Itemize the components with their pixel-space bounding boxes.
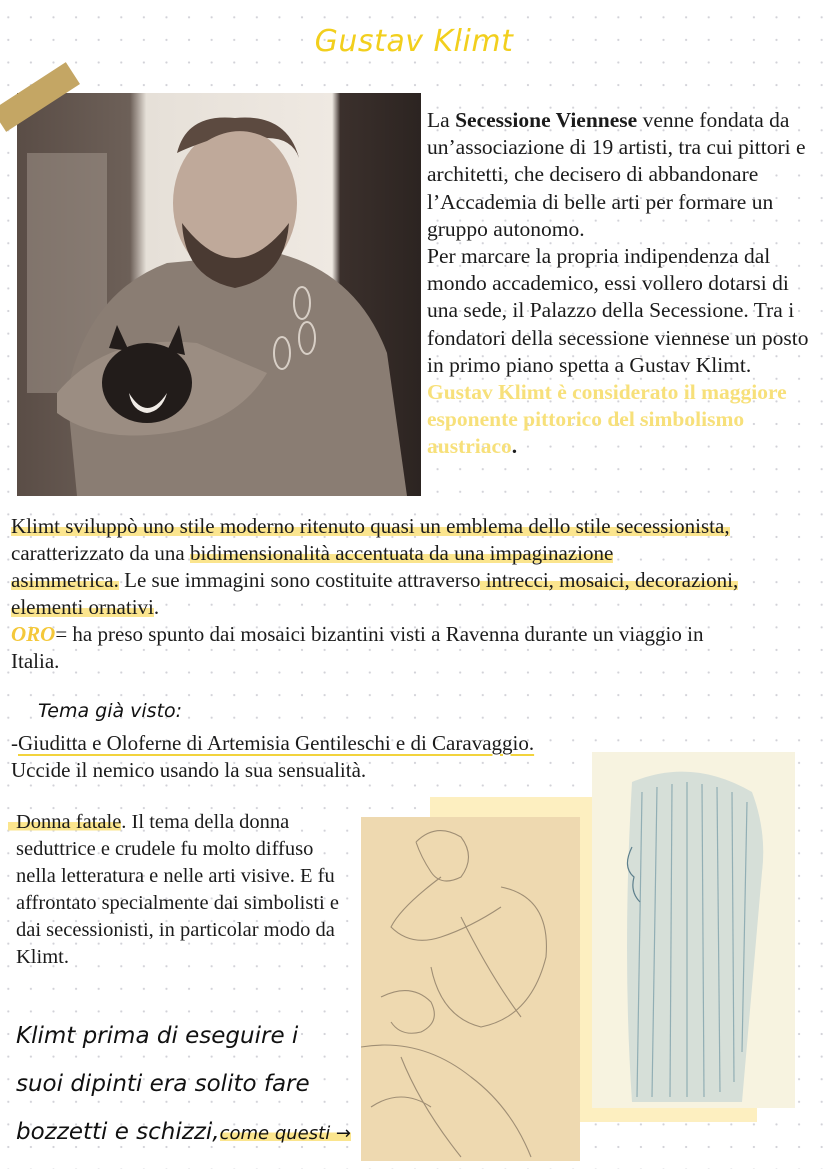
note-line-2: suoi dipinti era solito fare [16, 1071, 310, 1097]
style-text-2: caratterizzato da una [11, 541, 190, 565]
donna-text: . Il tema della donna seduttrice e crudele fu molto diffuso nella letteratura e nelle arti visive. E fu affrontato specialmente dai simbolisti e dai secessionisti, in particolar modo da Klimt. [16, 811, 339, 968]
intro-text-2: Per marcare la propria indipendenza dal mondo accademico, essi vollero dotarsi di una sede, il Palazzo della Secessione. Tra i fondatori della secessione viennese un posto in primo piano spetta a Gustav Klimt. [427, 244, 809, 377]
hair-sketch-icon [592, 752, 795, 1108]
donna-fatale-highlight: Donna fatale [8, 811, 121, 833]
secessione-term: Secessione Viennese [455, 108, 638, 132]
note-line-3: bozzetti e schizzi, [16, 1119, 220, 1145]
style-highlight-2: bidimensionalità accentuata da una impaginazione [189, 541, 614, 565]
note-line-1: Klimt prima di eseguire i [16, 1023, 299, 1049]
oro-text: = ha preso spunto dai mosaici bizantini visti a Ravenna durante un viaggio in [55, 622, 704, 646]
figure-sketch-icon [361, 817, 580, 1161]
style-highlight-3: asimmetrica. [11, 568, 119, 592]
intro-highlight: Gustav Klimt è considerato il maggiore esponente pittorico del simbolismo austriaco [427, 380, 787, 459]
intro-text-1: venne fondata da un’associazione di 19 artisti, tra cui pittori e architetti, che decisero di abbandonare l’Accademia di belle arti per formare un gruppo autonomo. [427, 108, 806, 241]
style-highlight-5: elementi ornativi [11, 595, 154, 619]
sketch-figures-drawing [361, 817, 580, 1161]
oro-text-2: Italia. [11, 649, 60, 673]
klimt-portrait-photo [17, 93, 421, 496]
note-highlight: come questi → [219, 1123, 351, 1144]
tema-heading: Tema già visto: [38, 700, 183, 722]
tema-line-2: Uccide il nemico usando la sua sensualità. [11, 758, 367, 782]
intro-end: . [511, 434, 518, 459]
intro-lead: La [427, 108, 456, 132]
giuditta-underlined: Giuditta e Oloferne di Artemisia Gentileschi e di Caravaggio. [18, 731, 535, 755]
sketch-woman-hair-drawing [592, 752, 795, 1108]
style-paragraph [11, 513, 823, 675]
portrait-photo-icon [17, 93, 421, 496]
handwritten-note [16, 1012, 361, 1158]
donna-fatale-paragraph [16, 809, 356, 971]
tema-paragraph [11, 730, 534, 784]
style-highlight-4: intrecci, mosaici, decorazioni, [480, 568, 739, 592]
style-text-3: Le sue immagini sono costituite attraverso [118, 568, 481, 592]
style-end: . [153, 595, 160, 619]
oro-label: ORO [11, 622, 56, 646]
tema-dash: - [11, 731, 18, 755]
style-highlight-1: Klimt sviluppò uno stile moderno ritenuto quasi un emblema dello stile secessionista, [11, 514, 730, 538]
intro-paragraph [427, 107, 822, 461]
page-title: Gustav Klimt [314, 24, 514, 59]
